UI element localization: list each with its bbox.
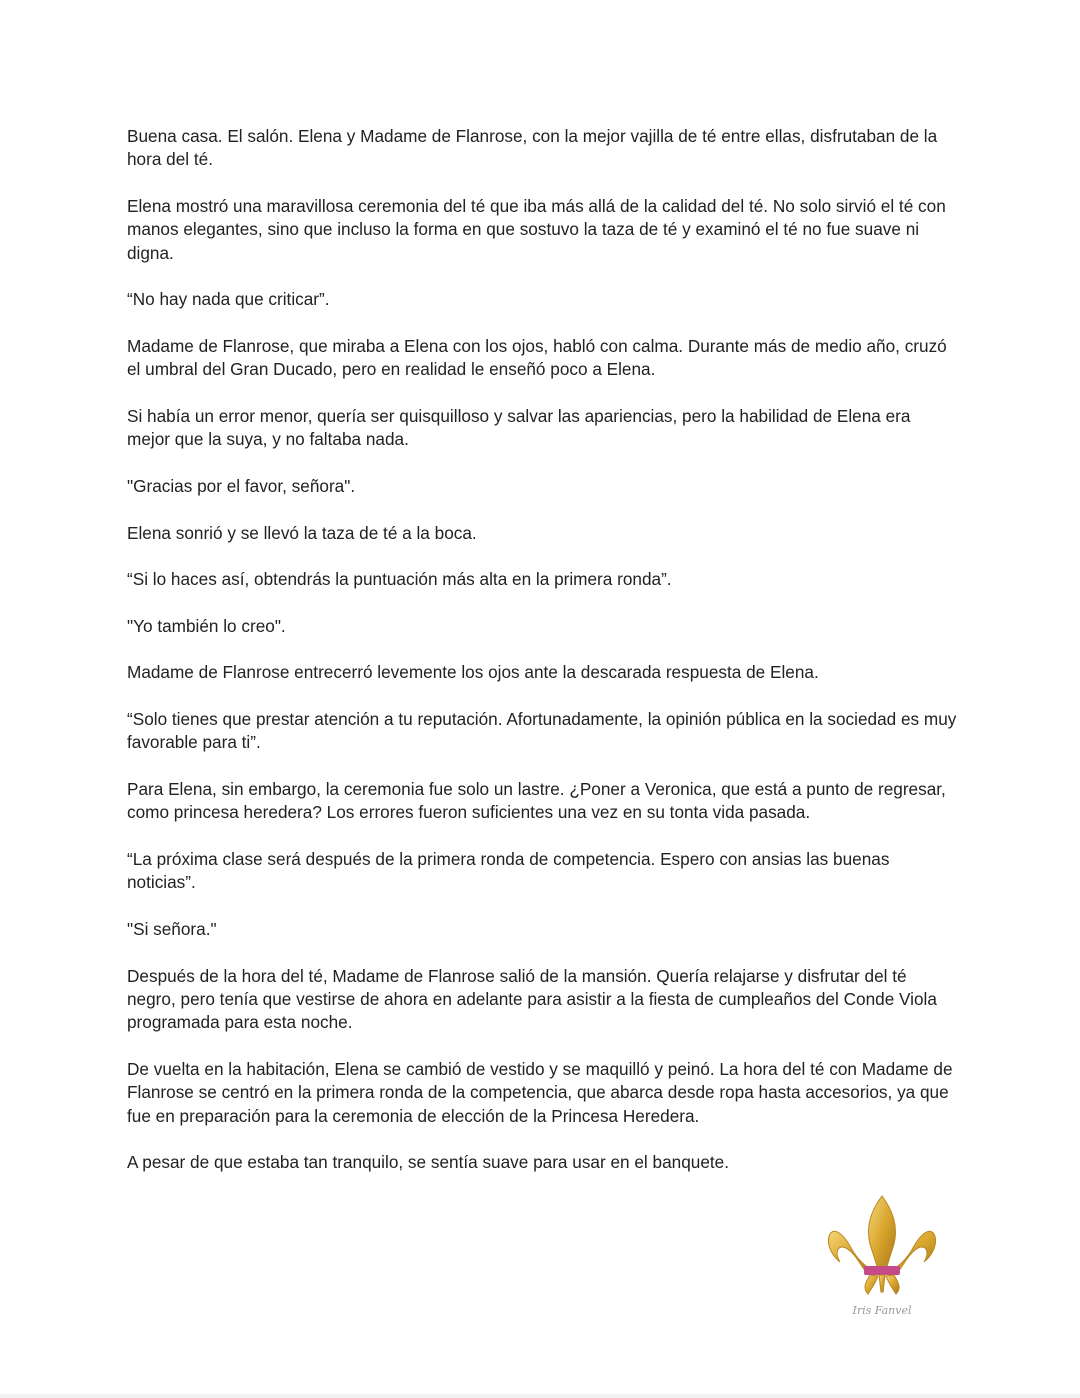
document-body [127, 125, 957, 1198]
page-bottom-edge [0, 1394, 1080, 1398]
paragraph: “No hay nada que criticar”. [127, 289, 330, 310]
paragraph: “La próxima clase será después de la primera ronda de competencia. Espero con ansias las buenas noticias”. [127, 848, 890, 893]
paragraph: Buena casa. El salón. Elena y Madame de Flanrose, con la mejor vajilla de té entre ellas, disfrutaban de la hora del té. [127, 126, 938, 170]
paragraph: “Solo tienes que prestar atención a tu reputación. Afortunadamente, la opinión pública en la sociedad es muy favorable para ti”. [127, 708, 957, 753]
paragraph: "Si señora." [127, 918, 217, 939]
signature-text: Iris Fanvel [852, 1304, 912, 1317]
paragraph: A pesar de que estaba tan tranquilo, se sentía suave para usar en el banquete. [127, 1152, 729, 1173]
paragraph: "Yo también lo creo". [127, 615, 286, 636]
paragraph: Madame de Flanrose, que miraba a Elena con los ojos, habló con calma. Durante más de medio año, cruzó el umbral del Gran Ducado, pero en realidad le enseñó poco a Elena. [127, 336, 947, 380]
paragraph: Para Elena, sin embargo, la ceremonia fue solo un lastre. ¿Poner a Veronica, que está a punto de regresar, como princesa heredera? Los errores fueron suficientes una vez en su tonta vida pasada. [127, 778, 946, 823]
paragraph: "Gracias por el favor, señora". [127, 476, 356, 496]
fleur-de-lis-logo [826, 1192, 938, 1322]
paragraph: Elena mostró una maravillosa ceremonia del té que iba más allá de la calidad del té. No solo sirvió el té con manos elegantes, sino que incluso la forma en que sostuvo la taza de té y examinó el té no fue suave ni digna. [127, 196, 946, 263]
paragraph: “Si lo haces así, obtendrás la puntuación más alta en la primera ronda”. [127, 569, 672, 590]
paragraph: Después de la hora del té, Madame de Flanrose salió de la mansión. Quería relajarse y disfrutar del té negro, pero tenía que vestirse de ahora en adelante para asistir a la fiesta de cumpleaños del Conde Viola programada para esta noche. [127, 965, 937, 1033]
paragraph: Elena sonrió y se llevó la taza de té a la boca. [127, 522, 477, 543]
paragraph: Madame de Flanrose entrecerró levemente los ojos ante la descarada respuesta de Elena. [127, 662, 819, 683]
fleur-de-lis-icon [826, 1192, 938, 1322]
paragraph: De vuelta en la habitación, Elena se cambió de vestido y se maquilló y peinó. La hora del té con Madame de Flanrose se centró en la primera ronda de la competencia, que abarca desde ropa hasta accesorios, ya que fue en preparación para la ceremonia de elección de la Princesa Heredera. [127, 1058, 953, 1126]
paragraph: Si había un error menor, quería ser quisquilloso y salvar las apariencias, pero la habilidad de Elena era mejor que la suya, y no faltaba nada. [127, 406, 911, 450]
